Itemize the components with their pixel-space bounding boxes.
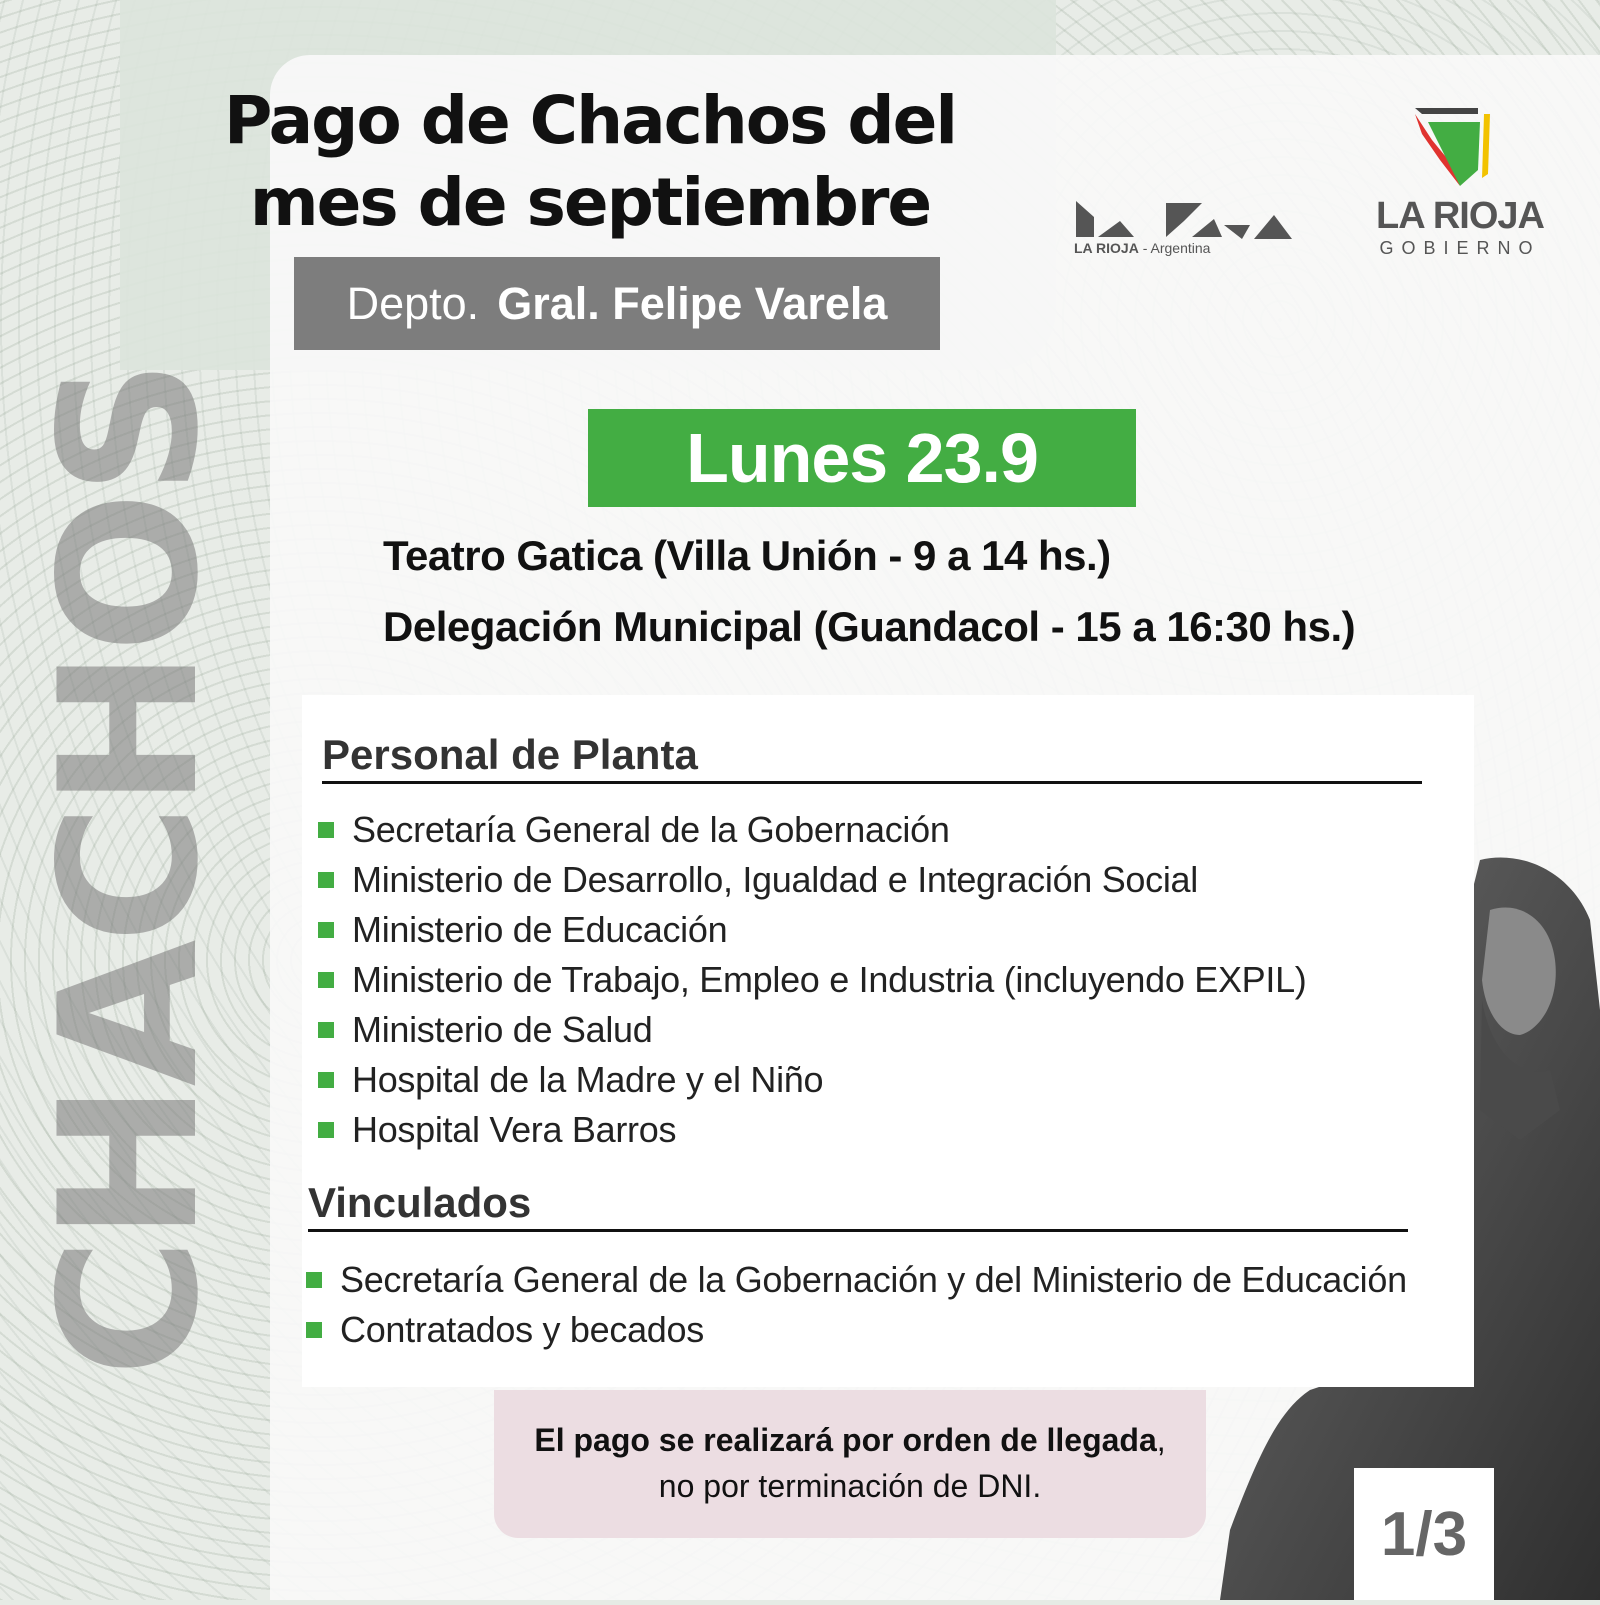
list-item: Ministerio de Salud xyxy=(318,1005,1307,1055)
green-square-bullet-icon xyxy=(318,872,334,888)
vertical-chachos-word: CHACHOS xyxy=(19,362,240,1378)
list-item: Contratados y becados xyxy=(306,1305,1407,1355)
section-title-personal-de-planta: Personal de Planta xyxy=(322,731,1422,784)
section-title-vinculados: Vinculados xyxy=(308,1179,1408,1232)
la-rioja-argentina-logo xyxy=(1074,195,1304,265)
gobierno-logo-line1: LA RIOJA xyxy=(1376,195,1544,237)
list-item: Ministerio de Educación xyxy=(318,905,1307,955)
list-item: Secretaría General de la Gobernación y del Ministerio de Educación xyxy=(306,1255,1407,1305)
list-item: Ministerio de Trabajo, Empleo e Industria (incluyendo EXPIL) xyxy=(318,955,1307,1005)
payment-order-note xyxy=(494,1390,1206,1538)
la-rioja-argentina-caption: LA RIOJA - Argentina xyxy=(1074,240,1211,256)
green-square-bullet-icon xyxy=(318,1072,334,1088)
vinculados-list xyxy=(306,1255,1407,1355)
green-square-bullet-icon xyxy=(318,972,334,988)
green-square-bullet-icon xyxy=(306,1272,322,1288)
la-rioja-wordmark-icon xyxy=(1074,195,1304,243)
personal-de-planta-list xyxy=(318,805,1307,1155)
page-title xyxy=(150,80,1030,244)
page-indicator: 1/3 xyxy=(1354,1468,1494,1600)
note-line-1: El pago se realizará por orden de llegada, xyxy=(534,1422,1166,1458)
list-item: Hospital de la Madre y el Niño xyxy=(318,1055,1307,1105)
payment-day-badge: Lunes 23.9 xyxy=(588,409,1136,507)
green-square-bullet-icon xyxy=(318,922,334,938)
green-square-bullet-icon xyxy=(306,1322,322,1338)
note-line-2: no por terminación de DNI. xyxy=(658,1468,1042,1504)
department-label: Depto. xyxy=(346,277,480,329)
green-square-bullet-icon xyxy=(318,822,334,838)
green-square-bullet-icon xyxy=(318,1122,334,1138)
list-item: Ministerio de Desarrollo, Igualdad e Integración Social xyxy=(318,855,1307,905)
department-name: Gral. Felipe Varela xyxy=(497,277,888,329)
venue-2: Delegación Municipal (Guandacol - 15 a 16:30 hs.) xyxy=(383,603,1356,650)
list-item: Secretaría General de la Gobernación xyxy=(318,805,1307,855)
list-item: Hospital Vera Barros xyxy=(318,1105,1307,1155)
title-line-2: mes de septiembre xyxy=(249,164,931,241)
gobierno-logo-line2: GOBIERNO xyxy=(1379,238,1541,258)
beneficiaries-card xyxy=(302,695,1474,1387)
la-rioja-flag-mark-icon xyxy=(1360,100,1560,195)
la-rioja-gobierno-logo xyxy=(1360,100,1560,260)
department-banner xyxy=(294,257,940,350)
venue-1: Teatro Gatica (Villa Unión - 9 a 14 hs.) xyxy=(383,532,1111,579)
title-line-1: Pago de Chachos del xyxy=(224,82,956,159)
green-square-bullet-icon xyxy=(318,1022,334,1038)
